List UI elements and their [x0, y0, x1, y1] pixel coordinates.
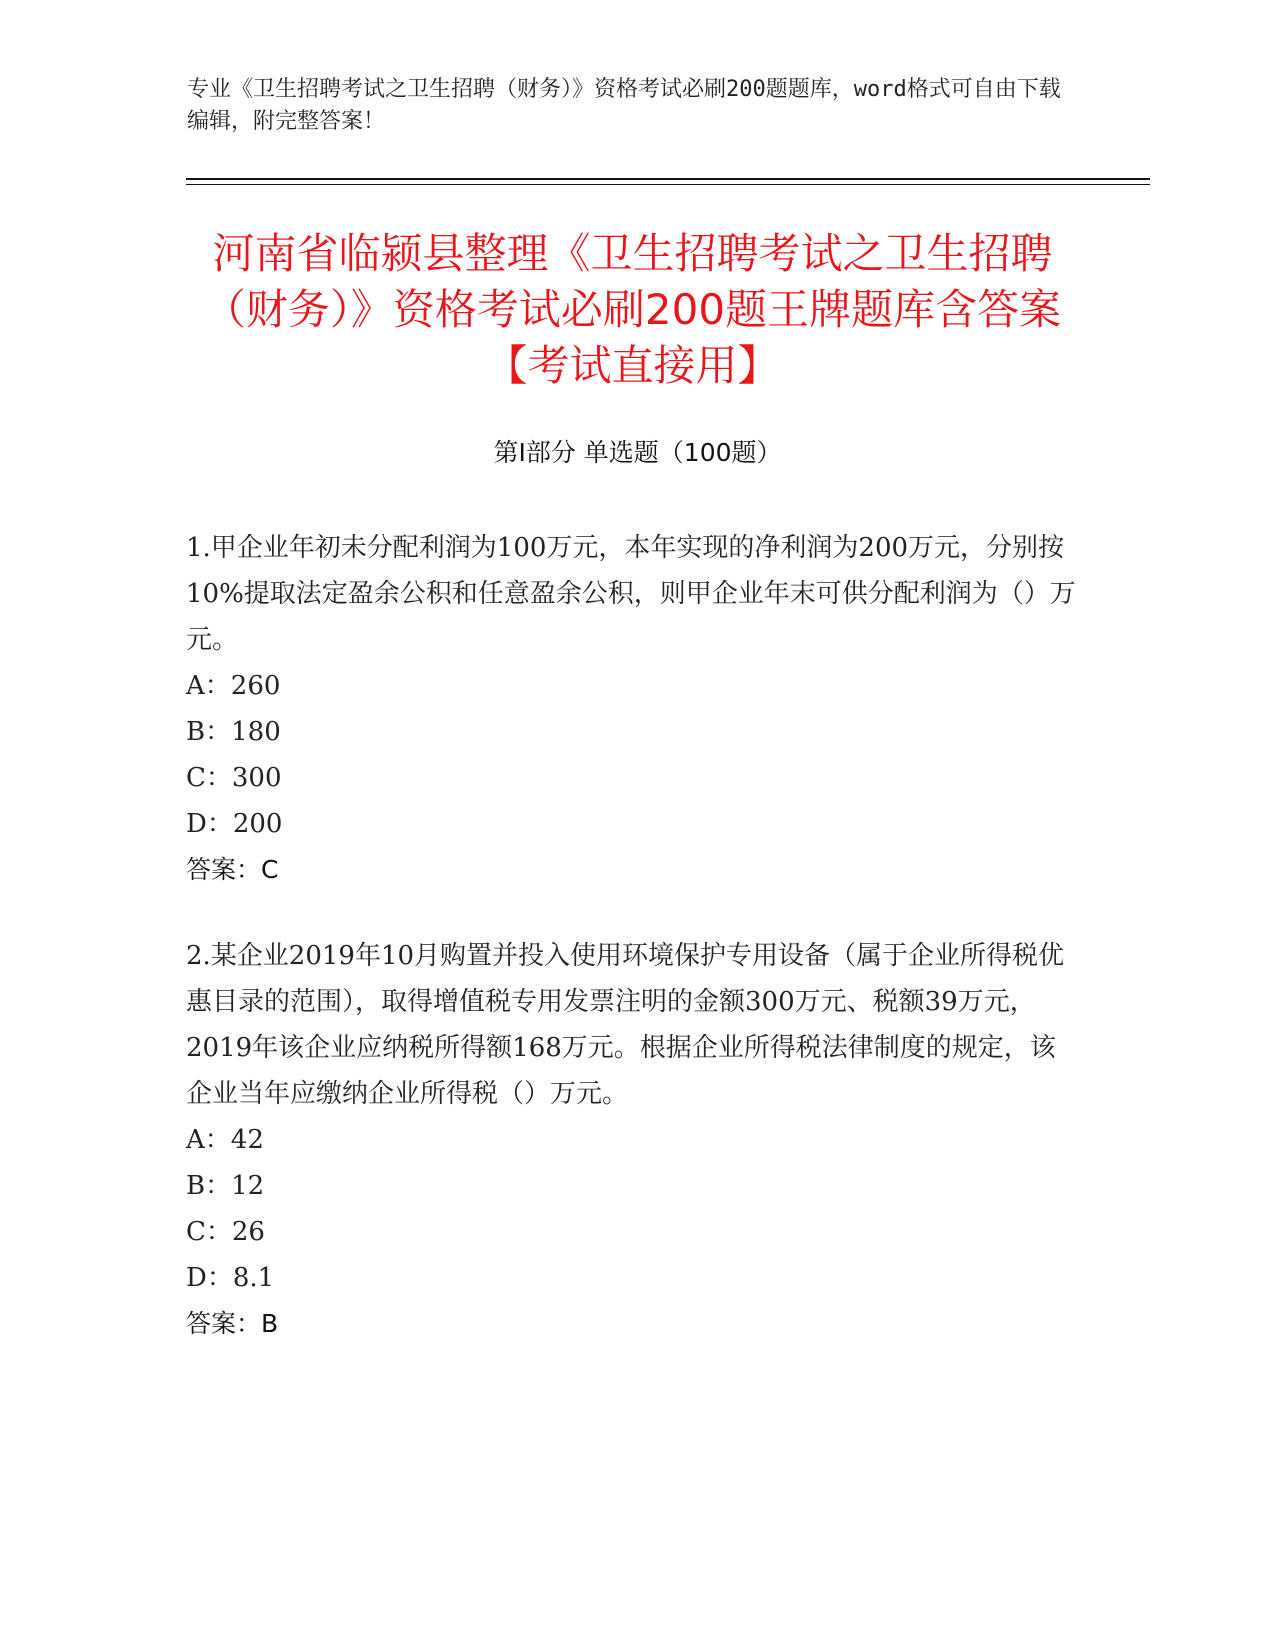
answer-label: 答案：C: [186, 855, 279, 884]
section-title: 第Ⅰ部分 单选题（100题）: [493, 438, 782, 467]
answer-label: 答案：B: [186, 1309, 279, 1338]
question-1: [186, 525, 1076, 893]
question-2: [186, 933, 1076, 1347]
header-divider-thick: [186, 178, 1150, 180]
document-title: 河南省临颍县整理《卫生招聘考试之卫生招聘（财务）》资格考试必刷200题王牌题库含答案【考试直接用】: [203, 229, 1062, 390]
question-text: 2.某企业2019年10月购置并投入使用环境保护专用设备（属于企业所得税优惠目录的范围），取得增值税专用发票注明的金额300万元、税额39万元，2019年该企业应纳税所得额168万元。根据企业所得税法律制度的规定，该企业当年应缴纳企业所得税（）万元。: [186, 941, 1065, 1109]
option-a: A：42: [186, 1125, 264, 1155]
option-b: B：180: [186, 717, 281, 747]
option-d: D：200: [186, 809, 283, 839]
option-c: C：300: [186, 763, 282, 793]
option-a: A：260: [186, 671, 281, 701]
question-text: 1.甲企业年初未分配利润为100万元，本年实现的净利润为200万元，分别按10%提取法定盈余公积和任意盈余公积，则甲企业年末可供分配利润为（）万元。: [186, 533, 1076, 655]
option-c: C：26: [186, 1217, 265, 1247]
option-b: B：12: [186, 1171, 265, 1201]
header-note: 专业《卫生招聘考试之卫生招聘（财务）》资格考试必刷200题题库，word格式可自由下载编辑，附完整答案！: [187, 77, 1061, 134]
option-d: D：8.1: [186, 1263, 275, 1293]
header-divider-thin: [186, 184, 1150, 185]
